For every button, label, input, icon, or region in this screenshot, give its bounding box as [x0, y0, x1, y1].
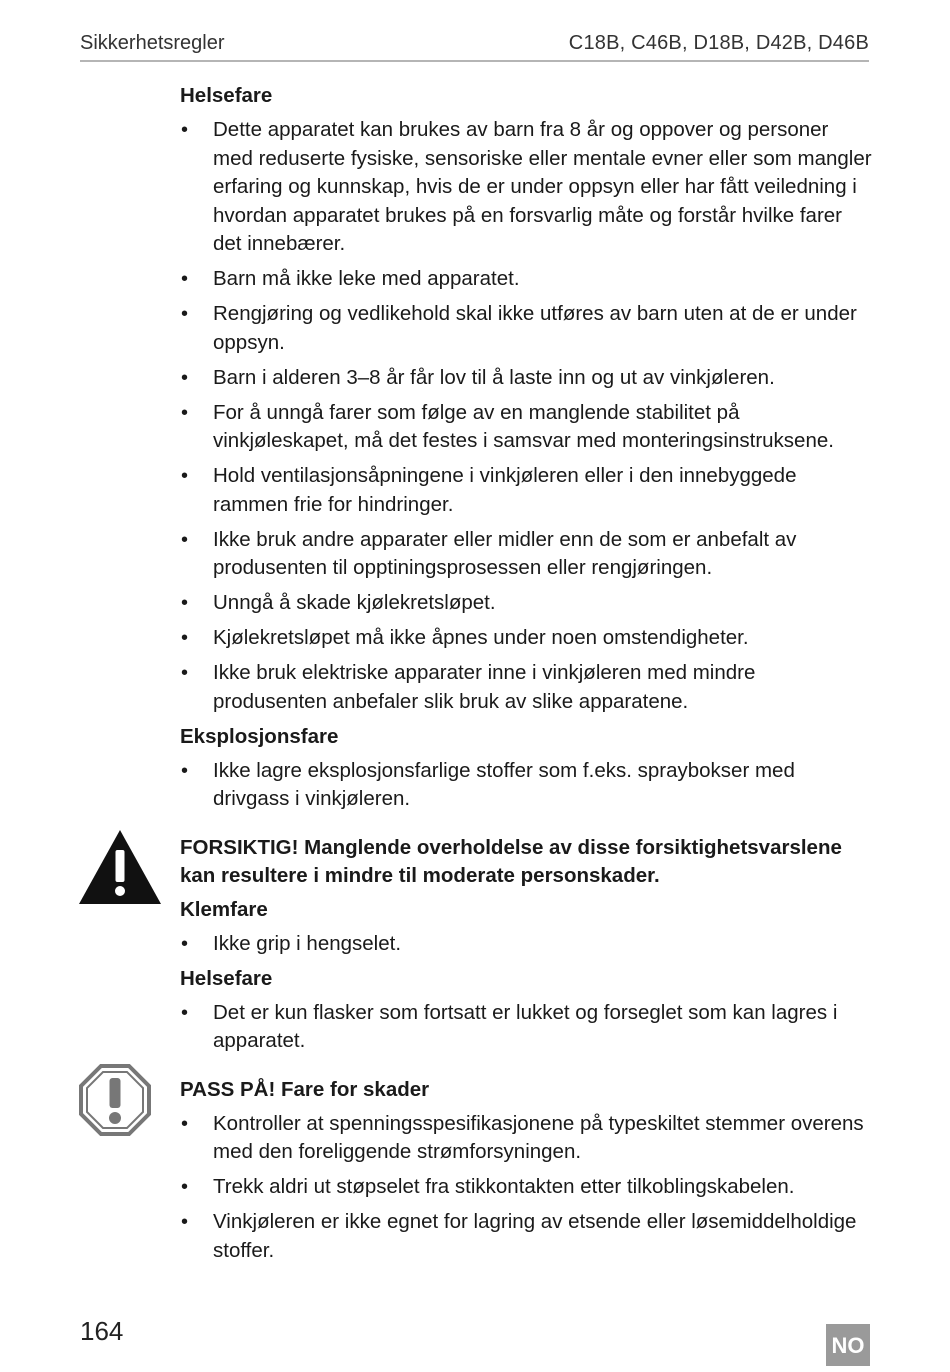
- explosion-hazard-section: [180, 723, 872, 814]
- pinch-hazard-heading: Klemfare: [180, 897, 268, 921]
- health-hazard-section: [180, 82, 872, 716]
- list-item: • Rengjøring og vedlikehold skal ikke utføres av barn uten at de er under oppsyn.: [180, 300, 872, 357]
- list-item: • Barn i alderen 3–8 år får lov til å laste inn og ut av vinkjøleren.: [180, 364, 872, 393]
- caution-health-list: [180, 999, 872, 1056]
- notice-block: [180, 1076, 872, 1266]
- health-hazard-list: [180, 116, 872, 716]
- model-list: C18B, C46B, D18B, D42B, D46B: [568, 32, 869, 54]
- language-badge: NO: [826, 1324, 870, 1366]
- list-item: • Kjølekretsløpet må ikke åpnes under noen omstendigheter.: [180, 624, 872, 653]
- health-hazard-heading: Helsefare: [180, 84, 273, 107]
- list-item: • For å unngå farer som følge av en manglende stabilitet på vinkjøleskapet, må det festes i samsvar med monteringsinstruksene.: [180, 399, 872, 456]
- list-item: • Ikke lagre eksplosjonsfarlige stoffer som f.eks. spraybokser med drivgass i vinkjøleren.: [180, 757, 872, 814]
- pinch-hazard-list: [180, 930, 872, 959]
- list-item: • Ikke bruk elektriske apparater inne i vinkjøleren med mindre produsenten anbefaler slik bruk av slike apparatene.: [180, 659, 872, 716]
- list-item: • Dette apparatet kan brukes av barn fra 8 år og oppover og personer med reduserte fysiske, sensoriske eller mentale evner eller som mangler erfaring og kunnskap, hvis de er under oppsyn eller har fått veiledning i hvordan apparatet brukes på en forsvarlig måte og forstår hvilke farer det innebærer.: [180, 116, 872, 259]
- page-header: [80, 32, 869, 62]
- section-title: Sikkerhetsregler: [80, 32, 225, 54]
- notice-list: [180, 1110, 872, 1266]
- caution-block: [180, 834, 872, 1056]
- list-item: • Kontroller at spenningsspesifikasjonene på typeskiltet stemmer overens med den foreliggende strømforsyningen.: [180, 1110, 872, 1167]
- warning-triangle-icon: [79, 830, 161, 904]
- list-item: • Barn må ikke leke med apparatet.: [180, 265, 872, 294]
- explosion-hazard-list: [180, 757, 872, 814]
- list-item: • Det er kun flasker som fortsatt er lukket og forseglet som kan lagres i apparatet.: [180, 999, 872, 1056]
- list-item: • Vinkjøleren er ikke egnet for lagring av etsende eller løsemiddelholdige stoffer.: [180, 1208, 872, 1265]
- list-item: • Ikke bruk andre apparater eller midler enn de som er anbefalt av produsenten til opptiningsprosessen eller rengjøringen.: [180, 526, 872, 583]
- page-number: 164: [80, 1316, 124, 1346]
- list-item: • Hold ventilasjonsåpningene i vinkjøleren eller i den innebyggede rammen frie for hindringer.: [180, 462, 872, 519]
- caution-title: FORSIKTIG! Manglende overholdelse av disse forsiktighetsvarslene kan resultere i mindre til moderate personskader.: [180, 835, 842, 887]
- explosion-hazard-heading: Eksplosjonsfare: [180, 724, 339, 748]
- list-item: • Ikke grip i hengselet.: [180, 930, 872, 959]
- notice-title: PASS PÅ! Fare for skader: [180, 1077, 430, 1101]
- caution-health-heading: Helsefare: [180, 966, 273, 990]
- list-item: • Trekk aldri ut støpselet fra stikkontakten etter tilkoblingskabelen.: [180, 1173, 872, 1202]
- list-item: • Unngå å skade kjølekretsløpet.: [180, 589, 872, 618]
- safety-content: [180, 82, 872, 1272]
- exclamation-octagon-icon: [79, 1064, 151, 1136]
